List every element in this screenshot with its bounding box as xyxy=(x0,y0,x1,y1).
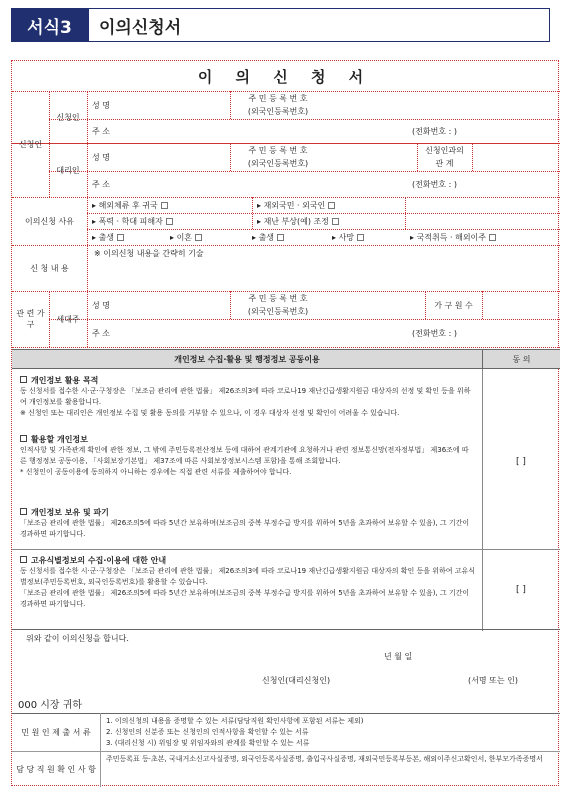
household-frn-label: (외국인등록번호) xyxy=(247,307,309,316)
reason-option[interactable]: ▸ 폭력 · 학대 피해자 xyxy=(92,213,247,229)
consent-unique-id xyxy=(20,555,475,610)
agent-frn-label: (외국인등록번호) xyxy=(247,159,309,168)
reason-label: 이의신청 사유 xyxy=(25,216,74,226)
consent-header-bar xyxy=(12,349,560,369)
agree-box-1[interactable]: [ ] xyxy=(516,457,526,467)
self-label: 신청인 xyxy=(56,112,80,122)
members-label: 가 구 원 수 xyxy=(434,300,473,310)
applicant-section-label: 신청인 xyxy=(18,139,43,149)
consent-header: 개인정보 수집·활용 및 행정정보 공동이용 xyxy=(174,354,320,364)
consent-retention xyxy=(20,507,475,540)
checkbox[interactable] xyxy=(489,234,496,241)
reason-option[interactable]: ▸ 출생 xyxy=(252,229,327,245)
info-title: 활용할 개인정보 xyxy=(31,435,88,444)
relation-label: 신청인과의 xyxy=(425,146,464,155)
content-hint: ※ 이의신청 내용을 간략히 기술 xyxy=(94,248,204,258)
applicant-address-label: 주 소 xyxy=(92,126,110,136)
retention-title: 개인정보 보유 및 파기 xyxy=(31,508,109,517)
verify-text: 주민등록표 등·초본, 국내거소신고사실증명, 외국인등록사실증명, 출입국사실증명, 재외국민등록부등본, 해외이주신고확인서, 한부모가족증명서 xyxy=(106,755,543,763)
checkbox[interactable] xyxy=(332,218,339,225)
agree-header: 동 의 xyxy=(482,350,560,368)
addressee: 000 시장 귀하 xyxy=(18,699,83,711)
checkbox[interactable] xyxy=(20,435,27,442)
purpose-title: 개인정보 활용 목적 xyxy=(31,376,99,385)
checkbox[interactable] xyxy=(20,376,27,383)
signer-label: 신청인(대리신청인) xyxy=(262,675,331,685)
checkbox[interactable] xyxy=(117,234,124,241)
statement: 위와 같이 이의신청을 합니다. xyxy=(26,633,129,643)
household-section-label: 관 련 가 구 xyxy=(16,309,45,329)
checkbox[interactable] xyxy=(328,202,335,209)
checkbox[interactable] xyxy=(357,234,364,241)
applicant-rrn-label: 주 민 등 록 번 호 xyxy=(248,94,308,103)
reason-option[interactable]: ▸ 이혼 xyxy=(170,229,245,245)
content-label: 신 청 내 용 xyxy=(30,263,69,273)
agent-address-label: 주 소 xyxy=(92,179,110,189)
info-note: * 신청인이 공동이용에 동의하지 아니하는 경우에는 직접 관련 서류를 제출하여야 합니다. xyxy=(20,468,292,476)
sign-note: (서명 또는 인) xyxy=(468,675,518,685)
agent-rrn-label: 주 민 등 록 번 호 xyxy=(248,146,308,155)
doc-item: 1. 이의신청의 내용을 증명할 수 있는 서류(담당직원 확인사항에 포함된 서류는 제외) xyxy=(106,716,364,725)
consent-purpose xyxy=(20,375,475,419)
date-field[interactable]: 년 월 일 xyxy=(384,651,413,661)
household-address-label: 주 소 xyxy=(92,328,110,338)
form-number-tag: 서식3 xyxy=(11,8,88,42)
applicant-frn-label: (외국인등록번호) xyxy=(247,107,309,116)
retention-text: 「보조금 관리에 관한 법률」 제26조의5에 따라 5년간 보유하며(보조금의 중복 부정수급 방지를 위하여 5년을 초과하여 보유할 수 있음), 그 기간이 경과하면 파기합니다. xyxy=(20,519,470,538)
agent-phone-label: (전화번호 : ) xyxy=(412,179,457,189)
checkbox[interactable] xyxy=(195,234,202,241)
reason-option[interactable]: ▸ 재난 부상(예) 조정 xyxy=(257,213,402,229)
household-head-label: 세대주 xyxy=(56,314,80,324)
doc-item: 2. 신청인의 신분증 또는 신청인의 인적사항을 확인할 수 있는 서류 xyxy=(106,727,309,736)
checkbox[interactable] xyxy=(20,508,27,515)
reason-option[interactable]: ▸ 해외체류 후 귀국 xyxy=(92,197,247,213)
reason-option[interactable]: ▸ 출생 xyxy=(92,229,167,245)
form-title: 이 의 신 청 서 xyxy=(197,67,373,86)
unique-id-text: 동 신청서를 접수한 시·군·구청장은 「보조금 관리에 관한 법률」 제26조의3에 따라 코로나19 재난긴급생활지원금 대상자의 확인 등을 위하여 고유식별정보(주민등록번호, 외국인등록번호)를 활용할 수 있습니다. xyxy=(20,567,475,586)
purpose-text: 동 신청서를 접수한 시·군·구청장은 「보조금 관리에 관한 법률」 제26조의3에 따라 코로나19 재난긴급생활지원금 대상자의 선정 및 확인 등을 위하여 개인정보를 활용합니다. xyxy=(20,387,471,406)
form-header xyxy=(11,8,550,42)
reason-option[interactable]: ▸ 재외국민 · 외국인 xyxy=(257,197,402,213)
applicant-phone-label: (전화번호 : ) xyxy=(412,126,457,136)
agree-box-2[interactable]: [ ] xyxy=(516,585,526,595)
objection-form xyxy=(11,60,559,786)
consent-info xyxy=(20,434,475,478)
docs-label: 민 원 인 제 출 서 류 xyxy=(21,727,91,737)
checkbox[interactable] xyxy=(277,234,284,241)
checkbox[interactable] xyxy=(166,218,173,225)
doc-item: 3. (대리신청 시) 위임장 및 위임자와의 관계를 확인할 수 있는 서류 xyxy=(106,738,310,747)
checkbox[interactable] xyxy=(20,556,27,563)
agent-name-label: 성 명 xyxy=(92,152,110,162)
unique-id-text-2: 「보조금 관리에 관한 법률」 제26조의5에 따라 5년간 보유하며(보조금의 중복 부정수급 방지를 위하여 5년을 초과하여 보유할 수 있음), 그 기간이 경과하면 파기합니다. xyxy=(20,589,470,608)
checkbox[interactable] xyxy=(161,202,168,209)
unique-id-title: 고유식별정보의 수집·이용에 대한 안내 xyxy=(31,556,167,565)
agent-label: 대리인 xyxy=(56,165,80,175)
purpose-note: ※ 신청인 또는 대리인은 개인정보 수집 및 활용 동의를 거부할 수 있으나, 이 경우 대상자 선정 및 확인이 어려울 수 있습니다. xyxy=(20,409,400,417)
relation-label-2: 관 계 xyxy=(435,159,454,168)
form-header-title: 이의신청서 xyxy=(88,8,550,42)
household-rrn-label: 주 민 등 록 번 호 xyxy=(248,294,308,303)
applicant-name-label: 성 명 xyxy=(92,100,110,110)
consent-section xyxy=(12,349,560,631)
household-name-label: 성 명 xyxy=(92,300,110,310)
info-text: 인적사항 및 가족관계 확인에 관한 정보, 그 밖에 주민등록전산정보 등에 대하여 관계기관에 요청하거나 관련 정보통신망(전자정부법」 제36조에 따른 행정정보 공동이용, 「사회보장기본법」 제37조에 따른 사회보장정보시스템 포함)을 통해 조회합니다. xyxy=(20,446,469,465)
reason-option[interactable]: ▸ 사망 xyxy=(332,229,407,245)
household-phone-label: (전화번호 : ) xyxy=(412,328,457,338)
reason-option[interactable]: ▸ 국적취득 · 해외이주 xyxy=(410,229,555,245)
verify-label: 담 당 직 원 확 인 사 항 xyxy=(16,764,96,774)
